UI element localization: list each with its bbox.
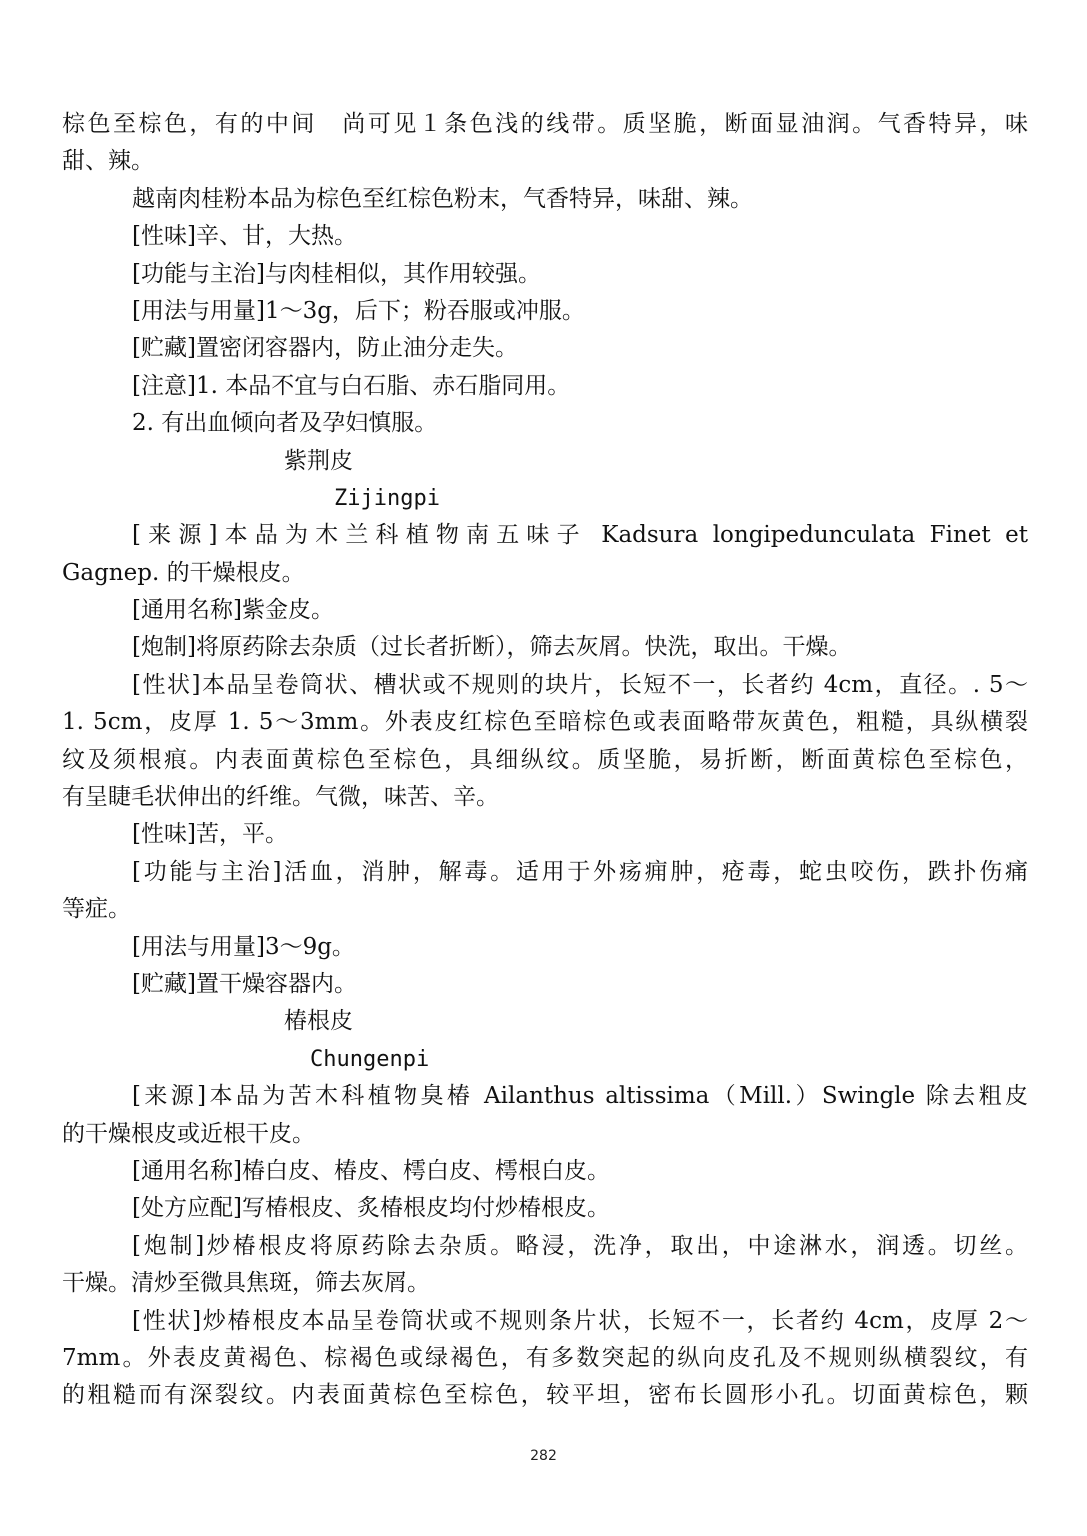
page-number: 282	[530, 1448, 557, 1464]
entry-title: 椿根皮	[284, 1008, 353, 1035]
text-line: 越南肉桂粉本品为棕色至红棕色粉末，气香特异，味甜、辣。	[132, 185, 753, 212]
text-line: 纹及须根痕。内表面黄棕色至棕色，具细纵纹。质坚脆，易折断，断面黄棕色至棕色，	[62, 746, 1028, 773]
entry-pinyin: Chungenpi	[310, 1046, 430, 1072]
text-line: 2. 有出血倾向者及孕妇慎服。	[132, 410, 438, 437]
text-line: 有呈睫毛状伸出的纤维。气微，味苦、辛。	[62, 784, 499, 811]
text-line: 的粗糙而有深裂纹。内表面黄棕色至棕色，较平坦，密布长圆形小孔。切面黄棕色，颗	[62, 1382, 1028, 1409]
section-common-name: [通用名称]紫金皮。	[132, 597, 334, 624]
section-taste: [性味]辛、甘，大热。	[132, 223, 357, 250]
section-storage: [贮藏]置密闭容器内，防止油分走失。	[132, 335, 518, 362]
section-caution: [注意]1. 本品不宜与白石脂、赤石脂同用。	[132, 372, 571, 399]
text-line: Gagnep. 的干燥根皮。	[62, 559, 305, 586]
section-source: [来源]本品为苦木科植物臭椿 Ailanthus altissima（Mill.）Swingle 除去粗皮	[132, 1083, 1028, 1110]
entry-title: 紫荆皮	[284, 447, 353, 474]
entry-pinyin: Zijingpi	[334, 485, 440, 511]
section-usage: [用法与用量]3～9g。	[132, 933, 355, 960]
text-line: 干燥。清炒至微具焦斑，筛去灰屑。	[62, 1270, 430, 1297]
section-source: [来源]本品为木兰科植物南五味子 Kadsura longipedunculata Finet et	[132, 522, 1028, 549]
text-line: 1. 5cm，皮厚 1. 5～3mm。外表皮红棕色至暗棕色或表面略带灰黄色，粗糙，具纵横裂	[62, 709, 1028, 736]
section-taste: [性味]苦，平。	[132, 821, 288, 848]
text-line: 的干燥根皮或近根干皮。	[62, 1120, 315, 1147]
text-line: 甜、辣。	[62, 148, 154, 175]
section-common-name: [通用名称]椿白皮、椿皮、樗白皮、樗根白皮。	[132, 1157, 610, 1184]
section-function: [功能与主治]活血，消肿，解毒。适用于外疡痈肿，疮毒，蛇虫咬伤，跌扑伤痛	[132, 858, 1028, 885]
section-storage: [贮藏]置干燥容器内。	[132, 970, 357, 997]
section-processing: [炮制]将原药除去杂质（过长者折断），筛去灰屑。快洗，取出。干燥。	[132, 634, 852, 661]
text-line: 等症。	[62, 896, 131, 923]
section-processing: [炮制]炒椿根皮将原药除去杂质。略浸，洗净，取出，中途淋水，润透。切丝。	[132, 1232, 1028, 1259]
section-description: [性状]炒椿根皮本品呈卷筒状或不规则条片状，长短不一，长者约 4cm，皮厚 2～	[132, 1307, 1028, 1334]
text-line: 7mm。外表皮黄褐色、棕褐色或绿褐色，有多数突起的纵向皮孔及不规则纵横裂纹，有	[62, 1344, 1028, 1371]
section-function: [功能与主治]与肉桂相似，其作用较强。	[132, 260, 541, 287]
document-body	[62, 106, 1028, 1415]
section-usage: [用法与用量]1～3g，后下；粉吞服或冲服。	[132, 297, 585, 324]
section-prescription: [处方应配]写椿根皮、炙椿根皮均付炒椿根皮。	[132, 1195, 610, 1222]
section-description: [性状]本品呈卷筒状、槽状或不规则的块片，长短不一，长者约 4cm，直径。. 5～	[132, 671, 1028, 698]
text-line: 棕色至棕色，有的中间 尚可见１条色浅的线带。质坚脆，断面显油润。气香特异，味	[62, 111, 1028, 137]
